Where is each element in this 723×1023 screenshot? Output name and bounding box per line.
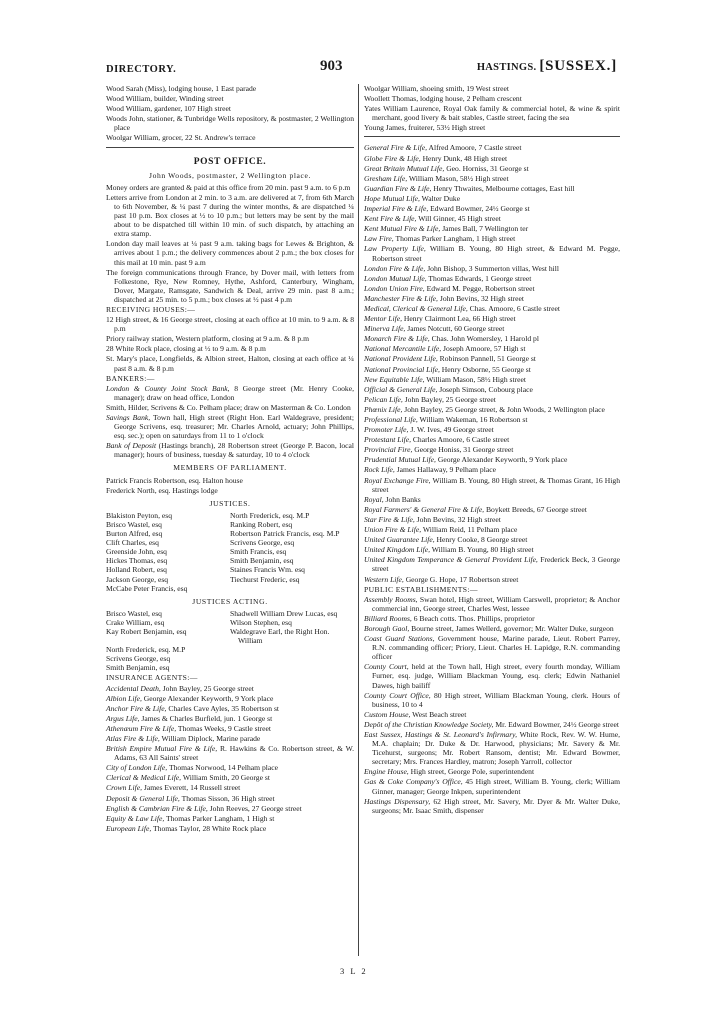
insurance-agent-name: Rock Life, bbox=[364, 465, 395, 475]
insurance-agent-name: Law Property Life, bbox=[364, 244, 426, 254]
acting-justice-name: North Frederick, esq. M.P bbox=[106, 645, 186, 655]
justice-name: Staines Francis Wm. esq bbox=[230, 565, 305, 575]
post-office-paragraph: The foreign communications through France, by Dover mail, with letters from Folkestone, Rye, New Romney, Hythe, Ashford, Canterbury, Wingham, Dover, Margate, Ramsgate, Sandwich & Deal, arrive 29 min. past 8 a.m.; dispatched at 25 min. to 5 p.m.; box closes at ½ past 4 p.m bbox=[106, 267, 354, 304]
banker-entry bbox=[106, 384, 354, 402]
receiving-house: 12 High street, & 16 George street, closing at each office at 10 min. to 9 a.m. & 8 p.m bbox=[106, 315, 354, 334]
insurance-agent bbox=[106, 734, 354, 743]
public-establishment bbox=[364, 730, 620, 766]
public-establishment-name: County Court Office, bbox=[364, 690, 431, 700]
insurance-agent-details: Robinson Pannell, 51 George st bbox=[437, 354, 536, 364]
insurance-agent-details: William Reid, 11 Pelham place bbox=[421, 525, 518, 535]
insurance-agent-name: Royal, bbox=[364, 494, 384, 504]
banker-entry-details: Town hall, High street (Right Hon. Earl Waldegrave, president; George Scrivens, esq. treasurer; Mr. Charles Arnold, actuary; John Phillips, esq. sec.); open on saturdays from 11 to 1 o'clock bbox=[114, 413, 354, 441]
justice-name: Smith Francis, esq bbox=[230, 547, 287, 557]
justice-name: Scrivens George, esq bbox=[230, 538, 295, 548]
insurance-agent bbox=[364, 435, 620, 444]
public-establishment-name: County Court, bbox=[364, 662, 409, 672]
public-establishment-details: 6 Beach cotts. Thos. Phillips, proprietor bbox=[411, 613, 535, 623]
insurance-agent bbox=[364, 184, 620, 193]
justices-acting-title: JUSTICES ACTING. bbox=[192, 596, 268, 606]
insurance-agent-name: Atlas Fire & Life, bbox=[106, 734, 160, 743]
public-establishments-list bbox=[364, 595, 620, 815]
insurance-agent-details: Thomas Parker Langham, 1 High street bbox=[393, 234, 516, 244]
left-column bbox=[106, 84, 354, 834]
right-column bbox=[364, 84, 620, 816]
acting-justice-name: Scrivens George, esq bbox=[106, 654, 171, 664]
acting-justice-name bbox=[230, 645, 354, 654]
acting-justice-name: Wilson Stephen, esq bbox=[230, 617, 292, 627]
page-number: 903 bbox=[320, 58, 343, 74]
insurance-agent bbox=[364, 555, 620, 573]
insurance-agent bbox=[364, 164, 620, 173]
public-establishment-details: Swan hotel, High street, William Carswell, proprietor; & Anchor commercial inn, George street, Charles West, lessee bbox=[372, 594, 620, 613]
banker-entry-details: 8 George street (Mr. Henry Cooke, manager); draw on head office, London bbox=[114, 383, 354, 402]
public-establishment bbox=[364, 720, 620, 729]
insurance-agent-name: United Kingdom Temperance & General Provident Life, bbox=[364, 555, 538, 565]
insurance-agent-details: Henry Osborne, 55 George st bbox=[439, 364, 531, 374]
insurance-agent bbox=[106, 694, 354, 703]
insurance-agent-name: London Mutual Life, bbox=[364, 273, 427, 283]
public-establishment bbox=[364, 595, 620, 613]
insurance-agent bbox=[364, 174, 620, 183]
insurance-agent-details: John Bayley, 25 George street bbox=[402, 394, 496, 404]
insurance-agent bbox=[364, 495, 620, 504]
insurance-agent-details: Thomas Norwood, 14 Pelham place bbox=[167, 763, 278, 773]
insurance-agent-name: Promoter Life, bbox=[364, 425, 409, 435]
public-establishment-details: West Beach street bbox=[410, 709, 467, 719]
column-divider bbox=[358, 84, 359, 956]
insurance-agent bbox=[364, 204, 620, 213]
justice-name bbox=[230, 584, 354, 593]
insurance-agent bbox=[106, 684, 354, 693]
banker-entry-details: (Hastings branch), 28 Robertson street (George P. Bacon, local manager); hours of business, tuesday & saturday, 10 to 4 o'clock bbox=[114, 441, 354, 460]
public-establishment-details: 45 High street, William B. Young, clerk; William Ginner, manager; George Inkpen, superintendent bbox=[372, 777, 620, 796]
public-establishment-details: 80 High street, William Blackman Young, clerk. Hours of business, 10 to 4 bbox=[372, 690, 620, 709]
insurance-agent-name: Athenæum Fire & Life, bbox=[106, 723, 177, 733]
insurance-agent-details: Will Ginner, 45 High street bbox=[416, 214, 501, 224]
justice-name: Brisco Wastel, esq bbox=[106, 519, 162, 529]
receiving-house: 28 White Rock place, closing at ½ to 9 a.m. & 8 p.m bbox=[106, 344, 266, 354]
insurance-agent bbox=[106, 814, 354, 823]
insurance-agent-name: Deposit & General Life, bbox=[106, 793, 180, 803]
insurance-agent bbox=[364, 274, 620, 283]
insurance-agent-name: Mentor Life, bbox=[364, 314, 402, 324]
directory-entry: Woolgar William, shoeing smith, 19 West street bbox=[364, 84, 509, 93]
insurance-agent-name: Professional Life, bbox=[364, 415, 418, 424]
banker-entry bbox=[106, 403, 354, 412]
justice-name: Smith Benjamin, esq bbox=[230, 556, 294, 566]
insurance-agent-details: John Bevins, 32 High street bbox=[414, 514, 501, 524]
insurance-agent bbox=[364, 465, 620, 474]
public-establishment-name: Engine House, bbox=[364, 767, 409, 777]
public-establishment-name: Custom House, bbox=[364, 709, 411, 719]
public-establishment bbox=[364, 767, 620, 776]
insurance-agent-details: Edward Bowmer, 24½ George st bbox=[428, 204, 530, 214]
acting-justice-name: Waldegrave Earl, the Right Hon. William bbox=[230, 626, 330, 646]
justices-grid bbox=[106, 511, 354, 593]
page-header bbox=[106, 58, 617, 82]
insurance-agent-details: John Bevins, 32 High street bbox=[437, 293, 525, 303]
public-establishment bbox=[364, 797, 620, 815]
insurance-agent bbox=[364, 304, 620, 313]
public-establishment-name: Billiard Rooms, bbox=[364, 613, 412, 623]
public-establishment-name: Assembly Rooms, bbox=[364, 594, 418, 604]
public-establishment-details: White Rock, Rev. W. W. Hume, M.A. chaplain; Dr. Duke & Dr. Harwood, physicians; Mr. Savery & Mr. Ticehurst, surgeons; Mr. Robert Ransom, dentist; Mr. Edward Bowmer, secretary; Mrs. Frances Hardley, matron; Joseph Yarroll, collector bbox=[372, 730, 621, 767]
bankers-label: BANKERS:— bbox=[106, 373, 155, 383]
justice-name: North Frederick, esq. M.P bbox=[230, 510, 310, 520]
insurance-agent bbox=[364, 455, 620, 464]
insurance-agent-name: Union Fire & Life, bbox=[364, 525, 422, 535]
insurance-agent bbox=[364, 535, 620, 544]
insurance-agent-name: Anchor Fire & Life, bbox=[106, 703, 167, 713]
directory-entry: Wood William, builder, Winding street bbox=[106, 94, 224, 104]
insurance-agent-details: Alfred Amoore, 7 Castle street bbox=[427, 143, 522, 153]
insurance-agent bbox=[364, 395, 620, 404]
public-establishment-name: Depôt of the Christian Knowledge Society, bbox=[364, 719, 494, 729]
running-head-right bbox=[477, 58, 617, 75]
insurance-agent-name: Phœnix Life, bbox=[364, 404, 403, 414]
insurance-agent bbox=[364, 415, 620, 424]
insurance-agent-name: Gresham Life, bbox=[364, 173, 408, 183]
justice-name: Greenside John, esq bbox=[106, 547, 167, 557]
insurance-agent-details: George Honiss, 31 George street bbox=[412, 445, 514, 455]
insurance-agent-name: Argus Life, bbox=[106, 713, 140, 723]
receiving-houses-label: RECEIVING HOUSES:— bbox=[106, 304, 196, 314]
running-head-left: DIRECTORY. bbox=[106, 64, 177, 75]
insurance-agent-name: English & Cambrian Fire & Life, bbox=[106, 803, 208, 813]
acting-justice-name: Smith Benjamin, esq bbox=[106, 663, 170, 673]
public-establishment bbox=[364, 634, 620, 661]
parliament-title: MEMBERS OF PARLIAMENT. bbox=[173, 463, 287, 473]
insurance-agent-name: Law Fire, bbox=[364, 234, 394, 244]
insurance-agent-details: William Mason, 58½ High street bbox=[407, 173, 509, 183]
insurance-agent-details: George Alexander Keyworth, 9 York place bbox=[435, 455, 568, 465]
insurance-agent-details: Edward M. Pegge, Robertson street bbox=[424, 283, 535, 293]
banker-entry-name: Bank of Deposit bbox=[106, 441, 157, 451]
insurance-agent-name: Albion Life, bbox=[106, 693, 142, 703]
acting-justice-name: Kay Robert Benjamin, esq bbox=[106, 626, 187, 636]
public-establishment bbox=[364, 614, 620, 623]
banker-entry bbox=[106, 441, 354, 459]
insurance-agent-name: Crown Life, bbox=[106, 783, 143, 793]
insurance-agent-details: James Everett, 14 Russell street bbox=[142, 783, 241, 793]
insurance-agent-details: Henry Clairmont Lea, 66 High street bbox=[401, 314, 516, 324]
post-office-paragraph: London day mail leaves at ¼ past 9 a.m. taking bags for Lewes & Brighton, & arrives about 1 p.m.; the delivery commences about 2 p.m.; the box closes for this mail at 10 min. past 9 a.m bbox=[106, 239, 354, 267]
insurance-agent bbox=[106, 773, 354, 782]
receiving-houses-list bbox=[106, 315, 354, 373]
insurance-agent bbox=[364, 264, 620, 273]
insurance-agent bbox=[364, 365, 620, 374]
insurance-agent-name: Western Life, bbox=[364, 574, 404, 584]
member-entry: Frederick North, esq. Hastings lodge bbox=[106, 485, 218, 495]
insurance-agent-details: Chas. Amoore, 6 Castle street bbox=[467, 303, 560, 313]
insurance-agent-details: John Bishop, 3 Summerton villas, West hill bbox=[425, 263, 559, 273]
insurance-agent-details: George Alexander Keyworth, 9 York place bbox=[141, 693, 274, 703]
justice-name: Blakiston Peyton, esq bbox=[106, 510, 173, 520]
insurance-agent-name: New Equitable Life, bbox=[364, 374, 425, 384]
public-establishment-name: Hastings Dispensary, bbox=[364, 796, 431, 806]
insurance-agent bbox=[106, 794, 354, 803]
public-establishment bbox=[364, 691, 620, 709]
insurance-agent bbox=[364, 375, 620, 384]
justice-name: Holland Robert, esq bbox=[106, 565, 167, 575]
insurance-agent bbox=[364, 314, 620, 323]
insurance-agent-name: British Empire Mutual Fire & Life, bbox=[106, 744, 218, 754]
insurance-agent bbox=[364, 354, 620, 363]
public-establishment-details: 62 High street, Mr. Savery, Mr. Dyer & Mr. Walter Duke, surgeons; Mr. Isaac Smith, dispenser bbox=[372, 796, 620, 815]
public-establishment bbox=[364, 710, 620, 719]
justices-title: JUSTICES. bbox=[209, 498, 251, 508]
insurance-agent-details: Thomas Edwards, 1 George street bbox=[426, 273, 532, 283]
directory-entry: Woolgar William, grocer, 22 St. Andrew's terrace bbox=[106, 133, 256, 143]
section-rule bbox=[364, 136, 620, 137]
insurance-agent-details: Joseph Amoore, 57 High st bbox=[441, 344, 526, 354]
insurance-agent bbox=[364, 244, 620, 262]
directory-entry: Wood Sarah (Miss), lodging house, 1 East parade bbox=[106, 84, 257, 93]
insurance-agent bbox=[364, 214, 620, 223]
insurance-agent-name: Kent Fire & Life, bbox=[364, 214, 417, 224]
insurance-agent-name: Guardian Fire & Life, bbox=[364, 183, 432, 193]
insurance-agent-details: Henry Thwaites, Melbourne cottages, East hill bbox=[431, 183, 575, 193]
acting-justice-name: Shadwell William Drew Lucas, esq bbox=[230, 608, 338, 618]
justice-name: Jackson George, esq bbox=[106, 574, 169, 584]
insurance-agent-details: James Hallaway, 9 Pelham place bbox=[394, 465, 496, 475]
insurance-agent-name: City of London Life, bbox=[106, 763, 168, 773]
insurance-agent-name: Prudential Mutual Life, bbox=[364, 455, 436, 465]
public-establishment-details: High street, George Pole, superintendent bbox=[408, 767, 535, 777]
insurance-agent-name: United Kingdom Life, bbox=[364, 545, 431, 555]
signature-mark: 3 L 2 bbox=[340, 966, 368, 976]
county-name: [SUSSEX.] bbox=[539, 58, 617, 74]
directory-entry: Woods John, stationer, & Tunbridge Wells repository, & postmaster, 2 Wellington place bbox=[106, 114, 354, 133]
insurance-agent bbox=[106, 744, 354, 762]
postmaster-line: John Woods, postmaster, 2 Wellington place. bbox=[149, 170, 311, 180]
public-establishment bbox=[364, 624, 620, 633]
insurance-agent-details: William Diplock, Marine parade bbox=[159, 734, 261, 743]
insurance-agent-details: William B. Young, 80 High street, & Thomas Grant, 16 High street bbox=[372, 475, 620, 494]
public-establishment-details: Bourne street, James Wellerd, governor; Mr. Walter Duke, surgeon bbox=[409, 623, 614, 633]
insurance-agent-details: Chas. John Womersley, 1 Harold pl bbox=[429, 334, 539, 344]
insurance-agent-name: London Union Fire, bbox=[364, 283, 425, 293]
justices-acting-grid bbox=[106, 609, 354, 673]
justice-name: Hickes Thomas, esq bbox=[106, 556, 168, 566]
insurance-agent-details: William B. Young, 80 High street bbox=[430, 545, 534, 555]
receiving-house: Priory railway station, Western platform, closing at 9 a.m. & 8 p.m bbox=[106, 334, 309, 344]
insurance-agent-details: William Wakeman, 16 Robertson st bbox=[417, 415, 528, 424]
insurance-agent bbox=[364, 284, 620, 293]
insurance-agent-details: James Notcutt, 60 George street bbox=[405, 324, 505, 334]
insurance-agent-details: William B. Young, 80 High street, & Edward M. Pegge, Robertson street bbox=[372, 244, 620, 263]
insurance-agent-name: Monarch Fire & Life, bbox=[364, 334, 430, 344]
insurance-agent bbox=[364, 385, 620, 394]
acting-justice-name: Brisco Wastel, esq bbox=[106, 608, 162, 618]
insurance-agent-details: Henry Dunk, 48 High street bbox=[420, 153, 508, 163]
insurance-agent-details: Frederick Beck, 3 George street bbox=[372, 555, 620, 574]
insurance-agent-name: Accidental Death, bbox=[106, 683, 161, 693]
insurance-agents-right bbox=[364, 143, 620, 583]
banker-entry bbox=[106, 413, 354, 440]
two-column-body bbox=[106, 84, 620, 964]
insurance-agent-details: John Bayley, 25 George street, & John Woods, 2 Wellington place bbox=[402, 404, 605, 414]
insurance-agent-name: National Provincial Life, bbox=[364, 364, 440, 374]
insurance-agent-name: Equity & Law Life, bbox=[106, 813, 165, 823]
public-establishment bbox=[364, 662, 620, 689]
insurance-agent-details: John Reeves, 27 George street bbox=[207, 803, 302, 813]
insurance-agent bbox=[106, 824, 354, 833]
justice-name: Tiechurst Frederic, esq bbox=[230, 574, 300, 584]
insurance-agent-name: European Life, bbox=[106, 823, 152, 833]
insurance-agent-name: Globe Fire & Life, bbox=[364, 153, 421, 163]
insurance-agent-details: Charles Amoore, 6 Castle street bbox=[410, 435, 510, 445]
insurance-agent bbox=[364, 143, 620, 152]
insurance-agent bbox=[106, 704, 354, 713]
insurance-agent-name: Kent Mutual Fire & Life, bbox=[364, 224, 441, 234]
insurance-agent-name: Great Britain Mutual Life, bbox=[364, 163, 445, 173]
insurance-agent-details: J. W. Ives, 49 George street bbox=[408, 425, 494, 435]
insurance-agent-name: Imperial Fire & Life, bbox=[364, 204, 429, 214]
public-establishment-name: Coast Guard Stations, bbox=[364, 634, 435, 644]
members-list bbox=[106, 476, 354, 495]
insurance-agent-details: John Banks bbox=[383, 494, 421, 504]
insurance-agent-name: Minerva Life, bbox=[364, 324, 406, 334]
public-establishment bbox=[364, 777, 620, 795]
insurance-agents-left bbox=[106, 684, 354, 833]
banker-entry-details: Smith, Hilder, Scrivens & Co. Pelham place; draw on Masterman & Co. London bbox=[106, 402, 351, 412]
insurance-agent bbox=[364, 445, 620, 454]
insurance-agent-details: Thomas Weeks, 9 Castle street bbox=[176, 723, 272, 733]
insurance-agent-details: James Ball, 7 Wellington ter bbox=[440, 224, 529, 234]
insurance-agent-details: Thomas Taylor, 28 White Rock place bbox=[151, 823, 267, 833]
insurance-agents-label: INSURANCE AGENTS:— bbox=[106, 673, 198, 683]
directory-entry: Woollett Thomas, lodging house, 2 Pelham crescent bbox=[364, 94, 522, 104]
insurance-agent bbox=[106, 804, 354, 813]
insurance-agent bbox=[106, 763, 354, 772]
insurance-agent-name: Manchester Fire & Life, bbox=[364, 293, 438, 303]
bankers-list bbox=[106, 384, 354, 460]
insurance-agent-name: Hope Mutual Life, bbox=[364, 193, 420, 203]
insurance-agent bbox=[106, 724, 354, 733]
insurance-agent bbox=[364, 425, 620, 434]
banker-entry-name: Savings Bank, bbox=[106, 413, 151, 422]
insurance-agent bbox=[364, 476, 620, 494]
insurance-agent bbox=[364, 294, 620, 303]
insurance-agent-name: Official & General Life, bbox=[364, 384, 438, 394]
top-right-entries bbox=[364, 84, 620, 132]
insurance-agent bbox=[364, 344, 620, 353]
insurance-agent-name: Protestant Life, bbox=[364, 435, 411, 445]
justice-name: Clift Charles, esq bbox=[106, 538, 159, 548]
public-establishments-label: PUBLIC ESTABLISHMENTS:— bbox=[364, 584, 478, 594]
insurance-agent bbox=[364, 194, 620, 203]
insurance-agent-details: Walter Duke bbox=[419, 193, 461, 203]
insurance-agent-name: Royal Exchange Fire, bbox=[364, 475, 431, 485]
public-establishment-name: East Sussex, Hastings & St. Leonard's Infirmary, bbox=[364, 730, 518, 739]
directory-entry: Young James, fruiterer, 53½ High street bbox=[364, 123, 486, 133]
insurance-agent bbox=[364, 234, 620, 243]
justice-name: Burton Alfred, esq bbox=[106, 529, 163, 539]
post-office-title: POST OFFICE. bbox=[193, 156, 267, 167]
acting-justice-name bbox=[230, 654, 354, 663]
public-establishment-name: Borough Gaol, bbox=[364, 623, 410, 633]
insurance-agent-details: Charles Cave Ayles, 35 Robertson st bbox=[166, 703, 280, 713]
insurance-agent bbox=[364, 405, 620, 414]
insurance-agent bbox=[364, 525, 620, 534]
directory-entry: Wood William, gardener, 107 High street bbox=[106, 104, 231, 114]
insurance-agent-details: Thomas Parker Langham, 1 High st bbox=[164, 813, 275, 823]
public-establishment-details: held at the Town hall, High street, every fourth monday, William Furner, esq. judge, William Blackman Young, esq. clerk; Edwin Nathaniel Dawes, high bailiff bbox=[372, 662, 621, 690]
insurance-agent bbox=[364, 575, 620, 584]
public-establishment-details: Mr. Edward Bowmer, 24½ George street bbox=[493, 719, 619, 729]
justice-name: Ranking Robert, esq bbox=[230, 519, 293, 529]
insurance-agent bbox=[364, 154, 620, 163]
acting-justice-name: Crake William, esq bbox=[106, 617, 165, 627]
post-office-paragraph: Letters arrive from London at 2 min. to 3 a.m. are delivered at 7, from 6th March to 6th November, & ¼ past 7 during the winter months, & are dispatched ¼ past 10 p.m. Box closes at ½ to 10 p.m.; but letters may be sent by the mail about to be dispatched till within 10 min. of such dispatch, by attaching an extra stamp. bbox=[106, 192, 354, 239]
public-establishment-details: Government house, Marine parade, Lieut. Robert Parrey, R.N. commanding officer; Priory, Lieut. Charles H. Lapidge, R.N. commanding officer bbox=[372, 634, 620, 662]
section-rule bbox=[106, 147, 354, 148]
acting-justice-name bbox=[230, 663, 354, 672]
insurance-agent-name: United Guarantee Life, bbox=[364, 535, 435, 545]
insurance-agent-details: George G. Hope, 17 Robertson street bbox=[403, 574, 519, 584]
insurance-agent-details: Joseph Simson, Cobourg place bbox=[437, 384, 533, 394]
justice-name: McCabe Peter Francis, esq bbox=[106, 583, 188, 593]
insurance-agent-details: Geo. Horniss, 31 George st bbox=[444, 163, 529, 173]
post-office-paragraphs bbox=[106, 183, 354, 304]
insurance-agent bbox=[364, 224, 620, 233]
insurance-agent bbox=[106, 714, 354, 723]
insurance-agent-name: National Mercantile Life, bbox=[364, 344, 442, 354]
insurance-agent-details: R. Hawkins & Co. Robertson street, & W. Adams, 63 All Saints' street bbox=[114, 744, 355, 763]
insurance-agent bbox=[364, 545, 620, 554]
insurance-agent-name: Clerical & Medical Life, bbox=[106, 773, 182, 783]
insurance-agent bbox=[364, 515, 620, 524]
member-entry: Patrick Francis Robertson, esq. Halton house bbox=[106, 475, 243, 485]
insurance-agent-name: Star Fire & Life, bbox=[364, 514, 415, 524]
post-office-paragraph: Money orders are granted & paid at this office from 20 min. past 9 a.m. to 6 p.m bbox=[106, 182, 351, 192]
insurance-agent-details: Henry Cooke, 8 George street bbox=[434, 535, 528, 545]
insurance-agent-name: London Fire & Life, bbox=[364, 263, 426, 273]
public-establishment-name: Gas & Coke Company's Office, bbox=[364, 777, 463, 787]
insurance-agent-details: John Bayley, 25 George street bbox=[160, 683, 254, 693]
receiving-house: St. Mary's place, Longfields, & Albion street, Halton, closing at each office at ¼ past 8 a.m. & 8 p.m bbox=[106, 354, 354, 373]
justice-name: Robertson Patrick Francis, esq. M.P bbox=[230, 529, 340, 539]
insurance-agent-details: James & Charles Burfield, jun. 1 George st bbox=[139, 713, 273, 723]
insurance-agent bbox=[364, 324, 620, 333]
town-name: HASTINGS. bbox=[476, 62, 537, 73]
insurance-agent-details: William Smith, 20 George st bbox=[181, 773, 270, 783]
insurance-agent-name: General Fire & Life, bbox=[364, 143, 427, 153]
insurance-agent bbox=[364, 505, 620, 514]
insurance-agent bbox=[106, 783, 354, 792]
insurance-agent-name: Royal Farmers' & General Fire & Life, bbox=[364, 504, 485, 514]
top-left-entries bbox=[106, 84, 354, 143]
insurance-agent-name: Provincial Fire, bbox=[364, 445, 413, 455]
insurance-agent-details: William Mason, 58½ High street bbox=[424, 374, 526, 384]
banker-entry-name: London & County Joint Stock Bank, bbox=[106, 383, 230, 393]
directory-entry: Yates William Laurence, Royal Oak family & commercial hotel, & wine & spirit merchant, good livery & bait stables, Castle street, facing the sea bbox=[364, 104, 620, 123]
insurance-agent-details: Thomas Sisson, 36 High street bbox=[179, 793, 275, 803]
insurance-agent-name: National Provident Life, bbox=[364, 354, 438, 364]
insurance-agent bbox=[364, 334, 620, 343]
insurance-agent-name: Pelican Life, bbox=[364, 394, 403, 404]
insurance-agent-details: Boykett Breeds, 67 George street bbox=[484, 504, 587, 514]
insurance-agent-name: Medical, Clerical & General Life, bbox=[364, 303, 468, 313]
